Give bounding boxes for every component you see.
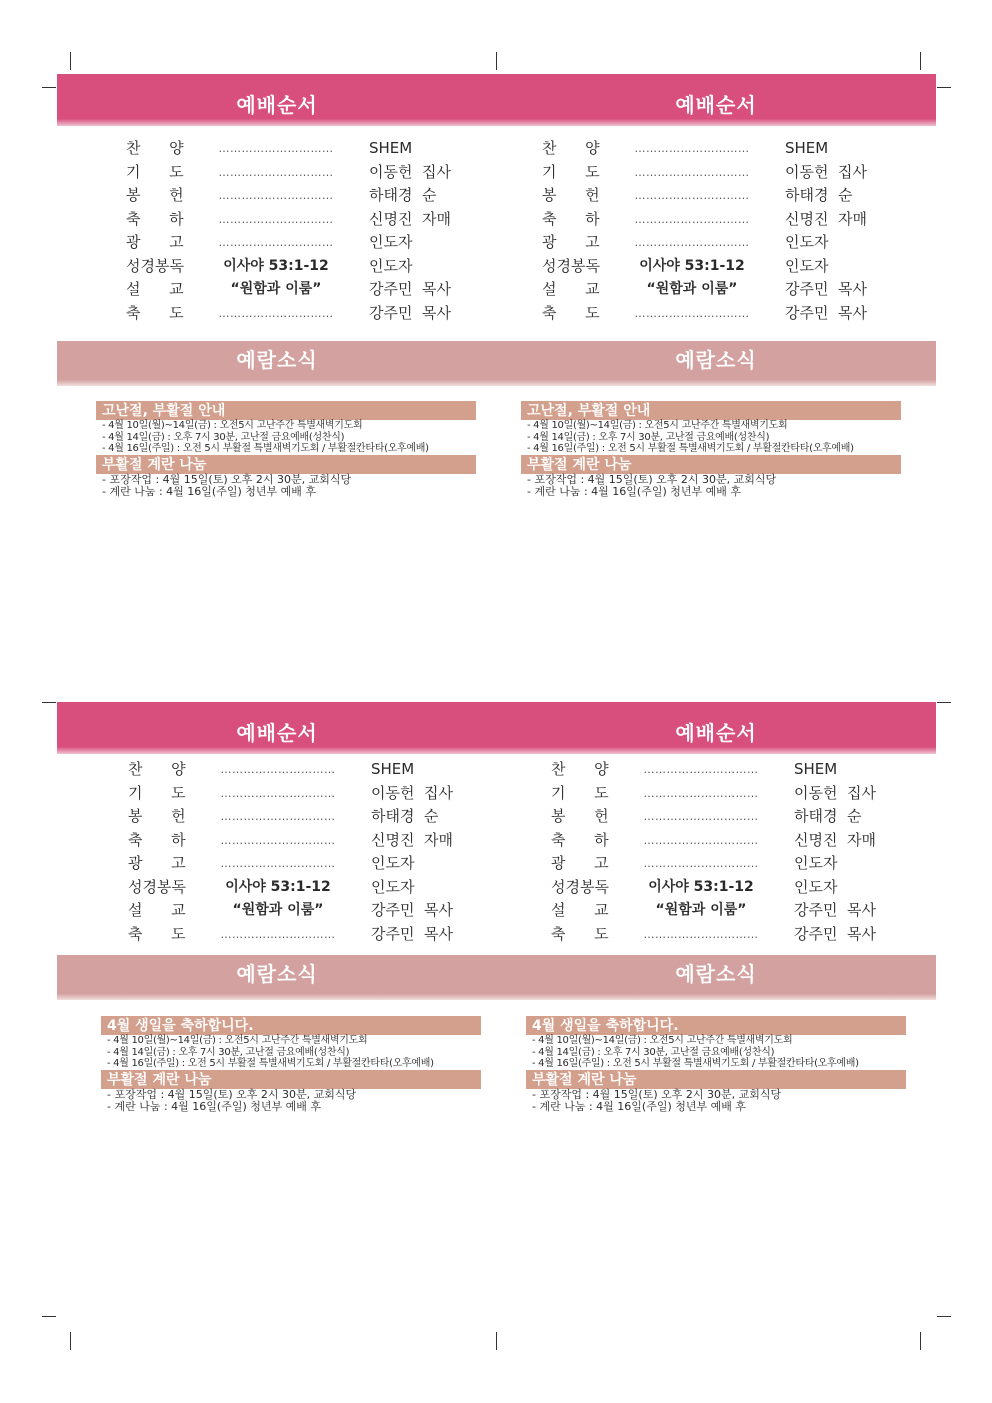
order-detail: ………………………… bbox=[218, 306, 334, 320]
order-label: 축 도 bbox=[128, 924, 186, 943]
order-person: 강주민 목사 bbox=[369, 280, 451, 298]
crop-mark bbox=[70, 52, 71, 70]
crop-mark bbox=[70, 1332, 71, 1350]
notice-line: - 4월 10일(월)~14일(금) : 오전5시 고난주간 특별새벽기도회 bbox=[102, 420, 363, 431]
crop-mark bbox=[42, 1316, 56, 1317]
worship-title: 예배순서 bbox=[236, 721, 318, 745]
order-person: 인도자 bbox=[785, 256, 829, 275]
order-detail: ………………………… bbox=[634, 189, 750, 202]
order-person: 강주민 목사 bbox=[794, 924, 876, 943]
order-person: 이동헌 집사 bbox=[785, 162, 867, 181]
crop-mark bbox=[920, 52, 921, 70]
order-label: 봉 헌 bbox=[126, 186, 184, 204]
worship-banner bbox=[57, 702, 936, 754]
order-detail: “원함과 이룸” bbox=[655, 902, 747, 918]
order-label: 기 도 bbox=[551, 783, 609, 802]
order-person: 인도자 bbox=[369, 233, 413, 251]
order-detail: ………………………… bbox=[634, 165, 750, 179]
order-detail: ………………………… bbox=[218, 212, 334, 226]
order-person: 신명진 자매 bbox=[369, 209, 451, 228]
worship-title: 예배순서 bbox=[675, 721, 757, 745]
order-label: 광 고 bbox=[128, 854, 186, 872]
order-label: 광 고 bbox=[126, 233, 184, 251]
order-label: 설 교 bbox=[551, 901, 609, 919]
notice-line: - 4월 14일(금) : 오후 7시 30분, 고난절 금요예배(성찬식) bbox=[107, 1046, 350, 1058]
order-detail: ………………………… bbox=[643, 857, 759, 870]
worship-banner bbox=[57, 74, 936, 126]
crop-mark bbox=[937, 87, 951, 88]
notice-header: 4월 생일을 축하합니다. bbox=[101, 1016, 481, 1035]
notice-line: - 계란 나눔 : 4월 16일(주일) 청년부 예배 후 bbox=[107, 1099, 321, 1113]
order-person: 인도자 bbox=[785, 233, 829, 251]
order-label: 기 도 bbox=[126, 162, 184, 181]
news-banner bbox=[57, 341, 936, 386]
order-label: 광 고 bbox=[551, 854, 609, 872]
worship-title: 예배순서 bbox=[675, 93, 757, 117]
notice-line: - 4월 10일(월)~14일(금) : 오전5시 고난주간 특별새벽기도회 bbox=[107, 1035, 368, 1046]
news-title: 예람소식 bbox=[236, 348, 318, 372]
order-label: 축 하 bbox=[126, 209, 184, 228]
notice-box bbox=[101, 1016, 481, 1113]
order-person: 신명진 자매 bbox=[794, 830, 876, 849]
notice-line: - 계란 나눔 : 4월 16일(주일) 청년부 예배 후 bbox=[527, 484, 741, 498]
notice-line: - 4월 16일(주일) : 오전 5시 부활절 특별새벽기도회 / 부활절칸타타(오후예배) bbox=[527, 443, 854, 454]
crop-mark bbox=[937, 1316, 951, 1317]
order-person: 강주민 목사 bbox=[785, 280, 867, 298]
order-person: 강주민 목사 bbox=[371, 924, 453, 943]
notice-line: - 4월 14일(금) : 오후 7시 30분, 고난절 금요예배(성찬식) bbox=[527, 431, 770, 443]
order-label: 성경봉독 bbox=[551, 877, 609, 896]
order-person: 인도자 bbox=[794, 854, 838, 872]
notice-line: - 포장작업 : 4월 15일(토) 오후 2시 30분, 교회식당 bbox=[107, 1087, 357, 1101]
notice-line: - 4월 16일(주일) : 오전 5시 부활절 특별새벽기도회 / 부활절칸타타(오후예배) bbox=[532, 1058, 859, 1069]
order-detail: “원함과 이룸” bbox=[232, 902, 324, 918]
crop-mark bbox=[42, 87, 56, 88]
order-person: 인도자 bbox=[794, 877, 838, 896]
order-detail: ………………………… bbox=[220, 786, 336, 800]
order-person: 강주민 목사 bbox=[371, 901, 453, 919]
order-person: 이동헌 집사 bbox=[369, 162, 451, 181]
notice-header: 고난절, 부활절 안내 bbox=[521, 401, 901, 420]
order-detail: ………………………… bbox=[218, 142, 334, 155]
order-label: 기 도 bbox=[128, 783, 186, 802]
notice-line: - 포장작업 : 4월 15일(토) 오후 2시 30분, 교회식당 bbox=[527, 472, 777, 486]
notice-box bbox=[526, 1016, 906, 1113]
order-label: 축 도 bbox=[542, 303, 600, 322]
order-detail: ………………………… bbox=[634, 212, 750, 226]
order-detail: ………………………… bbox=[643, 786, 759, 800]
order-detail: ………………………… bbox=[220, 927, 336, 941]
order-detail: ………………………… bbox=[218, 189, 334, 202]
notice-header: 고난절, 부활절 안내 bbox=[96, 401, 476, 420]
order-label: 축 하 bbox=[542, 209, 600, 228]
notice-box bbox=[96, 401, 476, 498]
order-person: 하태경 순 bbox=[369, 186, 437, 204]
order-person: 인도자 bbox=[371, 877, 415, 896]
order-label: 성경봉독 bbox=[126, 256, 184, 275]
news-banner bbox=[57, 955, 936, 1000]
order-detail: ………………………… bbox=[643, 833, 759, 847]
order-person: 하태경 순 bbox=[785, 186, 853, 204]
order-label: 축 도 bbox=[551, 924, 609, 943]
order-label: 찬 양 bbox=[126, 139, 184, 157]
order-label: 봉 헌 bbox=[551, 807, 609, 825]
notice-line: - 4월 16일(주일) : 오전 5시 부활절 특별새벽기도회 / 부활절칸타타(오후예배) bbox=[102, 443, 429, 454]
news-title: 예람소식 bbox=[236, 962, 318, 986]
order-detail: 이사야 53:1-12 bbox=[223, 257, 329, 274]
order-person: SHEM bbox=[369, 139, 413, 157]
notice-line: - 포장작업 : 4월 15일(토) 오후 2시 30분, 교회식당 bbox=[532, 1087, 782, 1101]
order-detail: ………………………… bbox=[218, 165, 334, 179]
crop-mark bbox=[937, 702, 951, 703]
order-label: 찬 양 bbox=[128, 760, 186, 778]
crop-mark bbox=[42, 702, 56, 703]
order-person: 강주민 목사 bbox=[369, 303, 451, 322]
notice-header: 부활절 계란 나눔 bbox=[96, 455, 476, 474]
order-detail: “원함과 이룸” bbox=[646, 281, 738, 297]
order-person: SHEM bbox=[785, 139, 829, 157]
order-detail: ………………………… bbox=[643, 763, 759, 776]
order-label: 성경봉독 bbox=[128, 877, 186, 896]
order-label: 축 도 bbox=[126, 303, 184, 322]
order-person: SHEM bbox=[794, 760, 838, 778]
crop-mark bbox=[920, 1332, 921, 1350]
order-label: 기 도 bbox=[542, 162, 600, 181]
news-title: 예람소식 bbox=[675, 962, 757, 986]
order-label: 봉 헌 bbox=[128, 807, 186, 825]
order-person: 인도자 bbox=[369, 256, 413, 275]
notice-line: - 4월 16일(주일) : 오전 5시 부활절 특별새벽기도회 / 부활절칸타타(오후예배) bbox=[107, 1058, 434, 1069]
order-detail: ………………………… bbox=[220, 833, 336, 847]
order-person: 인도자 bbox=[371, 854, 415, 872]
order-detail: ………………………… bbox=[220, 810, 336, 823]
notice-line: - 4월 10일(월)~14일(금) : 오전5시 고난주간 특별새벽기도회 bbox=[527, 420, 788, 431]
order-label: 봉 헌 bbox=[542, 186, 600, 204]
order-detail: 이사야 53:1-12 bbox=[225, 878, 331, 895]
news-title: 예람소식 bbox=[675, 348, 757, 372]
order-detail: ………………………… bbox=[634, 142, 750, 155]
order-label: 찬 양 bbox=[551, 760, 609, 778]
order-detail: ………………………… bbox=[220, 857, 336, 870]
notice-header: 부활절 계란 나눔 bbox=[521, 455, 901, 474]
notice-line: - 4월 14일(금) : 오후 7시 30분, 고난절 금요예배(성찬식) bbox=[102, 431, 345, 443]
order-person: 하태경 순 bbox=[794, 807, 862, 825]
order-detail: ………………………… bbox=[634, 306, 750, 320]
notice-box bbox=[521, 401, 901, 498]
notice-header: 부활절 계란 나눔 bbox=[101, 1070, 481, 1089]
order-person: 이동헌 집사 bbox=[371, 783, 453, 802]
order-label: 설 교 bbox=[542, 280, 600, 298]
order-label: 축 하 bbox=[128, 830, 186, 849]
order-person: 신명진 자매 bbox=[785, 209, 867, 228]
order-person: 신명진 자매 bbox=[371, 830, 453, 849]
order-detail: ………………………… bbox=[634, 236, 750, 249]
order-label: 축 하 bbox=[551, 830, 609, 849]
order-label: 설 교 bbox=[126, 280, 184, 298]
notice-line: - 계란 나눔 : 4월 16일(주일) 청년부 예배 후 bbox=[102, 484, 316, 498]
worship-title: 예배순서 bbox=[236, 93, 318, 117]
order-person: 하태경 순 bbox=[371, 807, 439, 825]
notice-line: - 포장작업 : 4월 15일(토) 오후 2시 30분, 교회식당 bbox=[102, 472, 352, 486]
order-detail: 이사야 53:1-12 bbox=[639, 257, 745, 274]
crop-mark bbox=[496, 1332, 497, 1350]
notice-line: - 계란 나눔 : 4월 16일(주일) 청년부 예배 후 bbox=[532, 1099, 746, 1113]
order-detail: ………………………… bbox=[643, 927, 759, 941]
order-person: SHEM bbox=[371, 760, 415, 778]
notice-header: 부활절 계란 나눔 bbox=[526, 1070, 906, 1089]
notice-line: - 4월 14일(금) : 오후 7시 30분, 고난절 금요예배(성찬식) bbox=[532, 1046, 775, 1058]
order-person: 강주민 목사 bbox=[785, 303, 867, 322]
order-label: 성경봉독 bbox=[542, 256, 600, 275]
crop-mark bbox=[496, 52, 497, 70]
order-label: 설 교 bbox=[128, 901, 186, 919]
order-person: 이동헌 집사 bbox=[794, 783, 876, 802]
order-detail: ………………………… bbox=[218, 236, 334, 249]
order-label: 광 고 bbox=[542, 233, 600, 251]
order-detail: “원함과 이룸” bbox=[230, 281, 322, 297]
order-detail: ………………………… bbox=[643, 810, 759, 823]
order-label: 찬 양 bbox=[542, 139, 600, 157]
notice-line: - 4월 10일(월)~14일(금) : 오전5시 고난주간 특별새벽기도회 bbox=[532, 1035, 793, 1046]
order-detail: 이사야 53:1-12 bbox=[648, 878, 754, 895]
notice-header: 4월 생일을 축하합니다. bbox=[526, 1016, 906, 1035]
order-person: 강주민 목사 bbox=[794, 901, 876, 919]
order-detail: ………………………… bbox=[220, 763, 336, 776]
